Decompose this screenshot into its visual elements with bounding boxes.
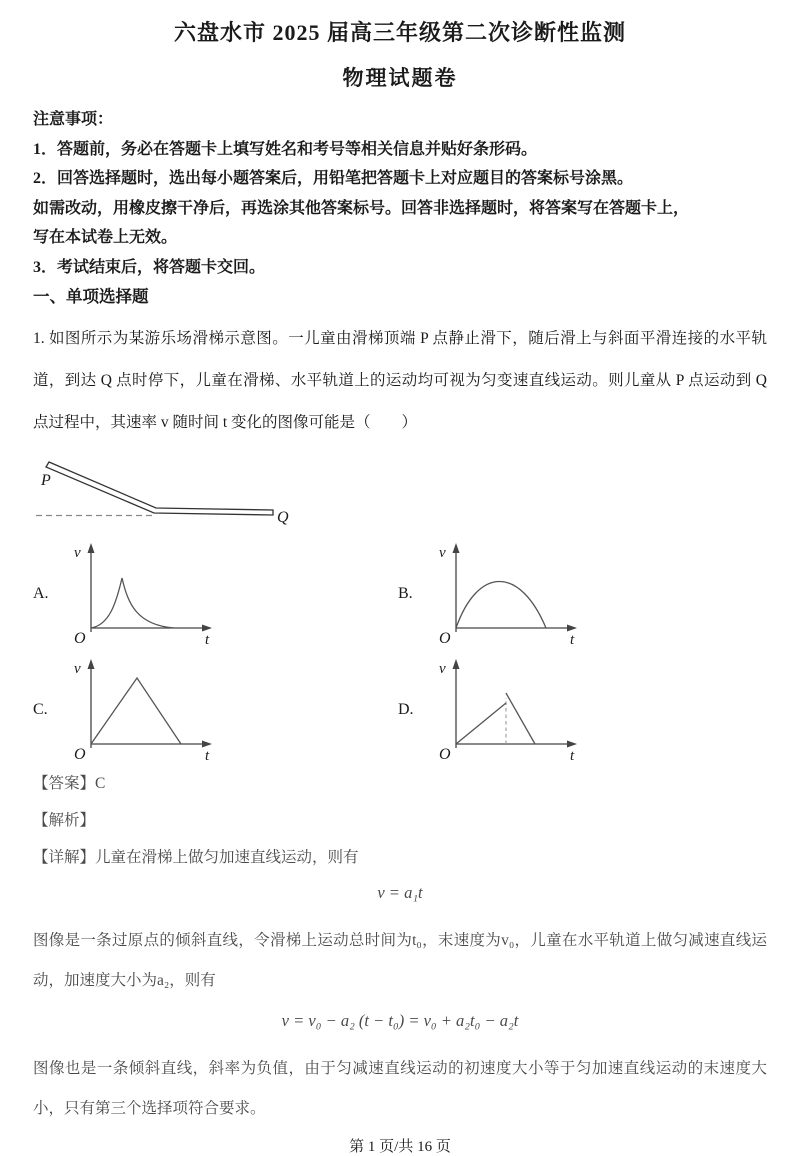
slide-label-p: P bbox=[41, 472, 51, 489]
notice-item-1: 1．答题前，务必在答题卡上填写姓名和考号等相关信息并贴好条形码。 bbox=[33, 140, 538, 158]
x-axis-arrow-icon bbox=[567, 625, 577, 632]
option-d-label: D. bbox=[398, 701, 414, 718]
option-d-graph bbox=[434, 656, 584, 764]
analysis-line bbox=[33, 809, 767, 832]
answer-value: C bbox=[95, 775, 106, 792]
notice-item-3: 3．考试结束后，将答题卡交回。 bbox=[33, 258, 266, 276]
x-axis-arrow-icon bbox=[202, 625, 212, 632]
section-heading: 一、单项选择题 bbox=[33, 287, 149, 306]
option-c-graph bbox=[69, 656, 219, 764]
curve-cusp bbox=[91, 578, 174, 628]
option-b-label: B. bbox=[398, 585, 413, 602]
y-axis-arrow-icon bbox=[453, 543, 460, 553]
page-subtitle: 物理试题卷 bbox=[342, 66, 458, 90]
axis-label-v: v bbox=[439, 545, 446, 561]
formula-1: v = a₁t bbox=[377, 883, 423, 902]
options-grid bbox=[33, 540, 767, 764]
option-b-graph bbox=[434, 540, 584, 648]
curve-rise bbox=[456, 703, 506, 744]
option-a bbox=[33, 540, 398, 648]
notices-section bbox=[33, 105, 767, 282]
curve-triangle bbox=[91, 678, 181, 744]
option-b bbox=[398, 540, 767, 648]
axis-label-t: t bbox=[205, 748, 210, 764]
axis-label-t: t bbox=[570, 748, 575, 764]
formula-2: v = v₀ − a₂ (t − t₀) = v₀ + a₂t₀ − a₂t bbox=[281, 1011, 519, 1030]
x-axis-arrow-icon bbox=[567, 741, 577, 748]
slide-label-q: Q bbox=[277, 509, 289, 526]
analysis-label: 【解析】 bbox=[33, 812, 96, 829]
option-c bbox=[33, 656, 398, 764]
y-axis-arrow-icon bbox=[453, 659, 460, 669]
notices-heading: 注意事项： bbox=[33, 111, 114, 128]
notice-item-2-line-3: 写在本试卷上无效。 bbox=[33, 229, 178, 246]
page-number-footer: 第 1 页/共 16 页 bbox=[349, 1139, 451, 1155]
notice-item-2-line-2: 如需改动，用橡皮擦干净后，再选涂其他答案标号。回答非选择题时，将答案写在答题卡上， bbox=[33, 199, 690, 217]
curve-fall bbox=[506, 693, 535, 744]
answer-analysis-section bbox=[33, 772, 767, 1129]
x-axis-arrow-icon bbox=[202, 741, 212, 748]
axis-label-origin: O bbox=[439, 630, 451, 647]
axis-label-t: t bbox=[570, 632, 575, 648]
axis-label-origin: O bbox=[74, 630, 86, 647]
axis-label-v: v bbox=[439, 661, 446, 677]
page-title: 六盘水市 2025 届高三年级第二次诊断性监测 bbox=[173, 20, 626, 45]
analysis-paragraph-1: 图像是一条过原点的倾斜直线，令滑梯上运动总时间为t₀，末速度为v₀，儿童在水平轨道上做匀减速直线运动，加速度大小为a₂，则有 bbox=[33, 932, 767, 989]
option-a-graph bbox=[69, 540, 219, 648]
notice-item-2-line-1: 2．回答选择题时，选出每小题答案后，用铅笔把答题卡上对应题目的答案标号涂黑。 bbox=[33, 170, 634, 187]
slide-diagram bbox=[33, 452, 333, 530]
detail-line bbox=[33, 846, 767, 869]
axis-label-t: t bbox=[205, 632, 210, 648]
slide-plank-outline bbox=[46, 462, 273, 515]
curve-dome bbox=[456, 582, 546, 629]
option-c-label: C. bbox=[33, 701, 48, 718]
axis-label-origin: O bbox=[439, 746, 451, 763]
axis-label-v: v bbox=[74, 661, 81, 677]
option-d bbox=[398, 656, 767, 764]
detail-text: 儿童在滑梯上做匀加速直线运动，则有 bbox=[95, 849, 359, 866]
analysis-paragraph-2: 图像也是一条倾斜直线，斜率为负值，由于匀减速直线运动的初速度大小等于匀加速直线运动的末速度大小，只有第三个选择项符合要求。 bbox=[33, 1060, 767, 1117]
detail-label: 【详解】 bbox=[33, 849, 96, 866]
answer-label: 【答案】 bbox=[33, 775, 96, 792]
axis-label-v: v bbox=[74, 545, 81, 561]
y-axis-arrow-icon bbox=[88, 659, 95, 669]
answer-line bbox=[33, 772, 767, 795]
option-a-label: A. bbox=[33, 585, 49, 602]
axis-label-origin: O bbox=[74, 746, 86, 763]
question-1-text: 1. 如图所示为某游乐场滑梯示意图。一儿童由滑梯顶端 P 点静止滑下，随后滑上与斜面平滑连接的水平轨道，到达 Q 点时停下，儿童在滑梯、水平轨道上的运动均可视为匀变速直线运动。则儿童从 P 点运动到 Q 点过程中，其速率 v 随时间 t 变化的图像可能是（ ） bbox=[33, 330, 767, 431]
y-axis-arrow-icon bbox=[88, 543, 95, 553]
